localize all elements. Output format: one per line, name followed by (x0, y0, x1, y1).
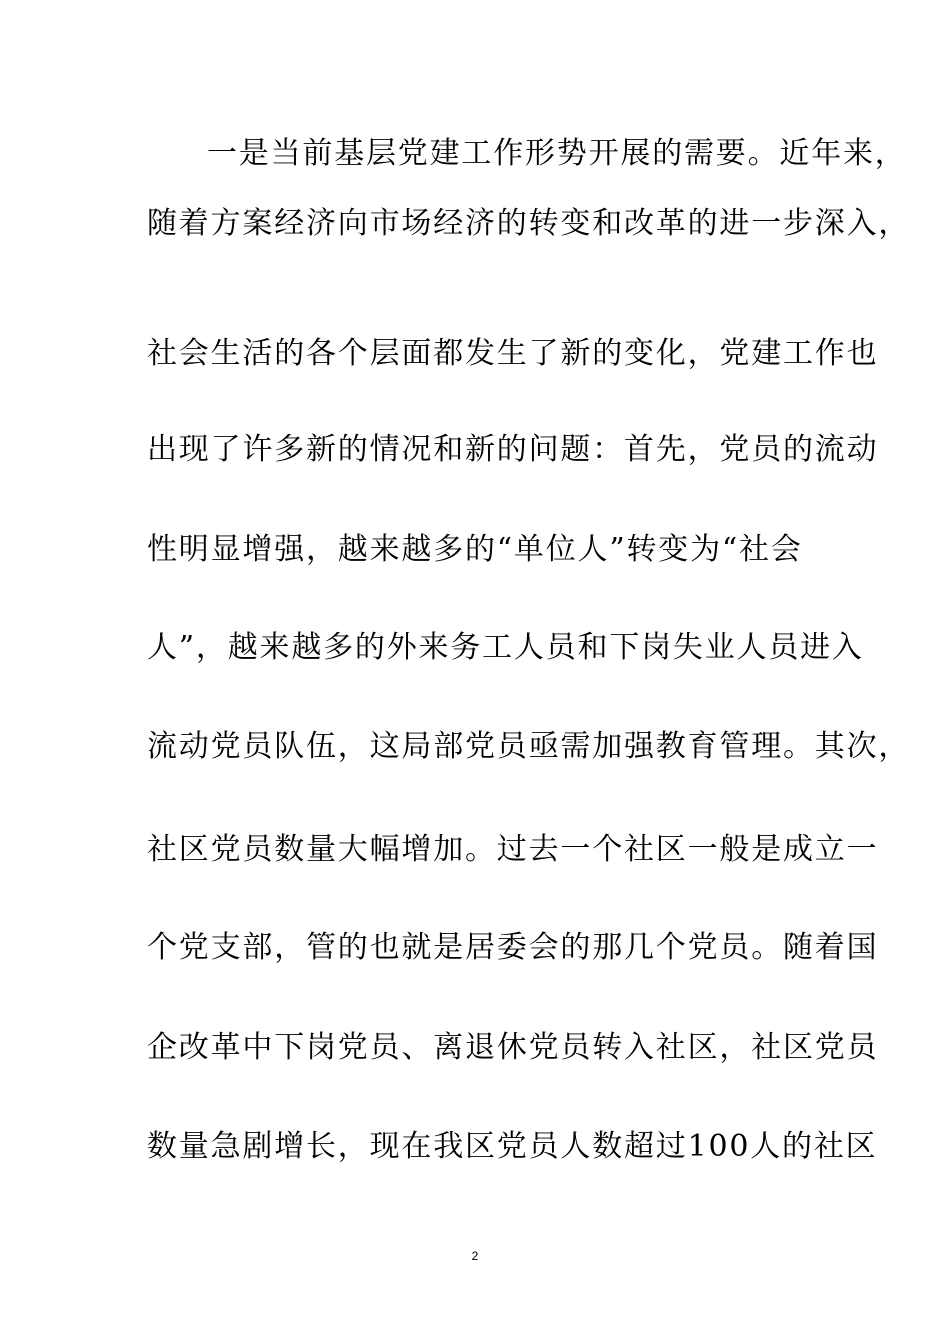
text-line-5: 性明显增强，越来越多的“单位人”转变为“社会 (147, 532, 803, 567)
text-line-6: 人”，越来越多的外来务工人员和下岗失业人员进入 (147, 630, 864, 665)
text-line-10: 企改革中下岗党员、离退休党员转入社区，社区党员 (147, 1030, 879, 1065)
text-line-4: 出现了许多新的情况和新的问题：首先，党员的流动 (147, 432, 879, 467)
text-line-7: 流动党员队伍，这局部党员亟需加强教育管理。其次， (147, 729, 911, 764)
text-line-2: 随着方案经济向市场经济的转变和改革的进一步深入， (147, 206, 911, 241)
text-line-1: 一是当前基层党建工作形势开展的需要。近年来， (207, 136, 907, 171)
text-line-3: 社会生活的各个层面都发生了新的变化，党建工作也 (147, 336, 879, 371)
page-number: 2 (471, 1249, 479, 1263)
text-line-9: 个党支部，管的也就是居委会的那几个党员。随着国 (147, 930, 879, 965)
text-line-8: 社区党员数量大幅增加。过去一个社区一般是成立一 (147, 832, 879, 867)
text-line-11: 数量急剧增长，现在我区党员人数超过100人的社区 (147, 1129, 878, 1164)
